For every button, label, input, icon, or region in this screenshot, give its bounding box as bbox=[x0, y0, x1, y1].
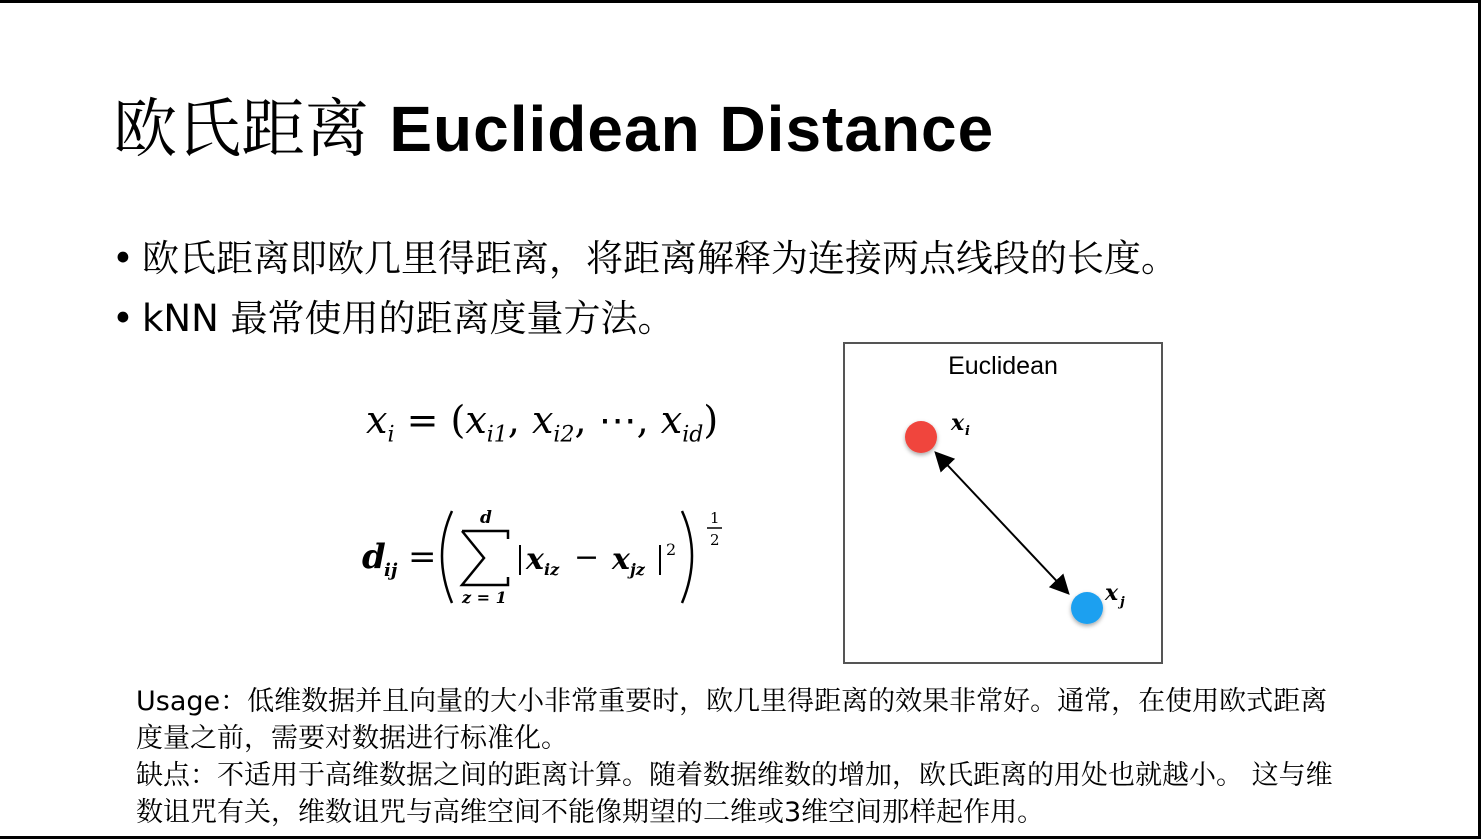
point-j-subscript: j bbox=[1120, 595, 1125, 610]
formula-symbol: x bbox=[531, 398, 554, 442]
diagram-canvas bbox=[845, 344, 1161, 662]
distance-arrow bbox=[937, 454, 1067, 592]
exponent-denominator: 2 bbox=[710, 531, 720, 549]
formula-subscript: i1 bbox=[486, 422, 508, 448]
exponent-numerator: 1 bbox=[710, 509, 720, 527]
formula-subscript: id bbox=[682, 422, 704, 448]
formula-right-paren bbox=[682, 511, 692, 603]
sum-upper-limit: d bbox=[480, 508, 492, 528]
point-i-subscript: i bbox=[965, 424, 970, 439]
title-english: Euclidean Distance bbox=[389, 93, 995, 165]
formula-left-paren bbox=[442, 511, 452, 603]
point-i bbox=[905, 421, 937, 453]
formula-symbol: x bbox=[660, 398, 683, 442]
diagram-title: Euclidean bbox=[948, 352, 1058, 380]
point-j bbox=[1071, 592, 1103, 624]
formula-subscript: iz bbox=[544, 560, 560, 579]
point-j-label: x bbox=[1105, 580, 1119, 606]
bullet-text: 欧氏距离即欧几里得距离，将距离解释为连接两点线段的长度。 bbox=[142, 237, 1178, 280]
formula-symbol: d bbox=[362, 537, 386, 577]
usage-note: Usage：低维数据并且向量的大小非常重要时，欧几里得距离的效果非常好。通常，在使用欧式距离度量之前，需要对数据进行标准化。 bbox=[136, 686, 1328, 754]
formula-subscript: ij bbox=[384, 560, 398, 581]
point-i-label: x bbox=[951, 410, 965, 436]
formula-ellipsis: ⋯ bbox=[598, 398, 637, 442]
formula-subscript: i2 bbox=[553, 422, 575, 448]
formula-exponent: 2 bbox=[666, 540, 677, 559]
distance-formula bbox=[360, 503, 740, 613]
formula-symbol: x bbox=[465, 398, 487, 442]
bullet-text: kNN 最常使用的距离度量方法。 bbox=[142, 297, 675, 340]
notes-section bbox=[136, 683, 1351, 831]
euclidean-diagram bbox=[843, 342, 1163, 664]
bullet-item bbox=[112, 229, 1178, 289]
sum-lower-limit: z = 1 bbox=[462, 588, 507, 607]
bullet-item bbox=[112, 289, 1178, 349]
vector-definition-formula: $x_i = (x_{i1}$, $x_{i2}$, ⋯, $x_{id}$) bbox=[366, 398, 719, 448]
bullet-list bbox=[112, 229, 1178, 349]
drawback-note: 缺点：不适用于高维数据之间的距离计算。随着数据维数的增加，欧氏距离的用处也就越小。 这与维数诅咒有关，维数诅咒与高维空间不能像期望的二维或3维空间那样起作用。 bbox=[136, 760, 1333, 828]
formula-operator: = bbox=[408, 537, 437, 577]
sum-sign bbox=[462, 531, 508, 585]
formula-subscript: i bbox=[387, 422, 395, 448]
bullet-marker: • bbox=[112, 297, 134, 340]
formula-symbol: x bbox=[366, 398, 388, 442]
formula-symbol: x bbox=[526, 542, 544, 577]
formula-subscript: jz bbox=[630, 560, 645, 579]
title-chinese: 欧氏距离 bbox=[113, 93, 369, 167]
bullet-marker: • bbox=[112, 237, 134, 280]
formula-operator: ) bbox=[703, 398, 719, 442]
formula-operator: = ( bbox=[394, 398, 466, 442]
slide-title bbox=[113, 91, 994, 168]
formula-symbol: x bbox=[612, 542, 630, 577]
formula-operator: − bbox=[574, 540, 600, 575]
